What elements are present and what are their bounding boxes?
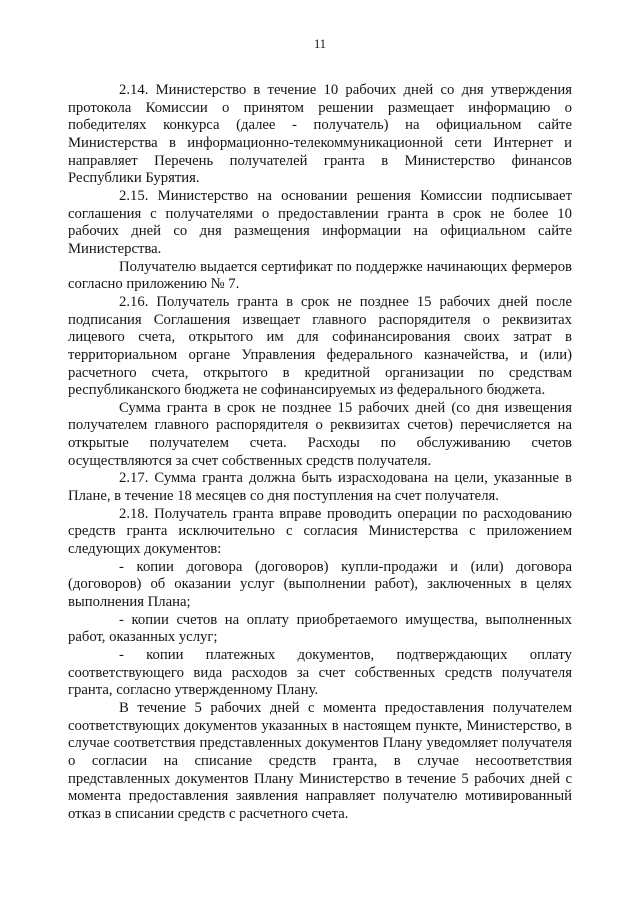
paragraph-2-18: 2.18. Получатель гранта вправе проводить операции по расходованию средств гранта исключительно с согласия Министерства с приложением следующих документов: [68,505,572,558]
list-item-invoices: - копии счетов на оплату приобретаемого имущества, выполненных работ, оказанных услуг; [68,611,572,646]
paragraph-grant-transfer: Сумма гранта в срок не позднее 15 рабочих дней (со дня извещения получателем главного распорядителя о реквизитах счетов) перечисляется на открытые получателем счета. Расходы по обслуживанию счетов осуществляются за счет собственных средств получателя. [68,399,572,469]
paragraph-2-15: 2.15. Министерство на основании решения Комиссии подписывает соглашения с получателями о предоставлении гранта в срок не более 10 рабочих дней со дня размещения информации на официальном сайте Министерства. [68,187,572,257]
list-item-contracts: - копии договора (договоров) купли-продажи и (или) договора (договоров) об оказании услуг (выполнении работ), заключенных в целях выполнения Плана; [68,558,572,611]
document-body [68,82,572,824]
paragraph-certificate: Получателю выдается сертификат по поддержке начинающих фермеров согласно приложению № 7. [68,258,572,293]
paragraph-2-14: 2.14. Министерство в течение 10 рабочих дней со дня утверждения протокола Комиссии о принятом решении размещает информацию о победителях конкурса (далее - получатель) на официальном сайте Министерства в информационно-телекоммуникационной сети Интернет и направляет Перечень получателей гранта в Министерство финансов Республики Бурятия. [68,82,572,187]
paragraph-2-16: 2.16. Получатель гранта в срок не позднее 15 рабочих дней после подписания Соглашения извещает главного распорядителя о реквизитах лицевого счета, открытого им для софинансирования своих затрат в территориальном органе Управления федерального казначейства, и (или) расчетного счета, открытого в кредитной организации по средствам республиканского бюджета не софинансируемых из федерального бюджета. [68,293,572,399]
list-item-payment-documents: - копии платежных документов, подтверждающих оплату соответствующего вида расходов за счет собственных средств получателя гранта, согласно утвержденному Плану. [68,647,572,699]
page-number: 11 [313,37,327,51]
paragraph-2-17: 2.17. Сумма гранта должна быть израсходована на цели, указанные в Плане, в течение 18 месяцев со дня поступления на счет получателя. [68,470,572,505]
paragraph-notification: В течение 5 рабочих дней с момента предоставления получателем соответствующих документов указанных в настоящем пункте, Министерство, в случае соответствия представленных документов Плану уведомляет получателя о согласии на списание средств гранта, в случае несоответствия представленных документов Плану Министерство в течение 5 рабочих дней с момента предоставления заявления направляет получателю мотивированный отказ в списании средств с расчетного счета. [68,699,572,822]
